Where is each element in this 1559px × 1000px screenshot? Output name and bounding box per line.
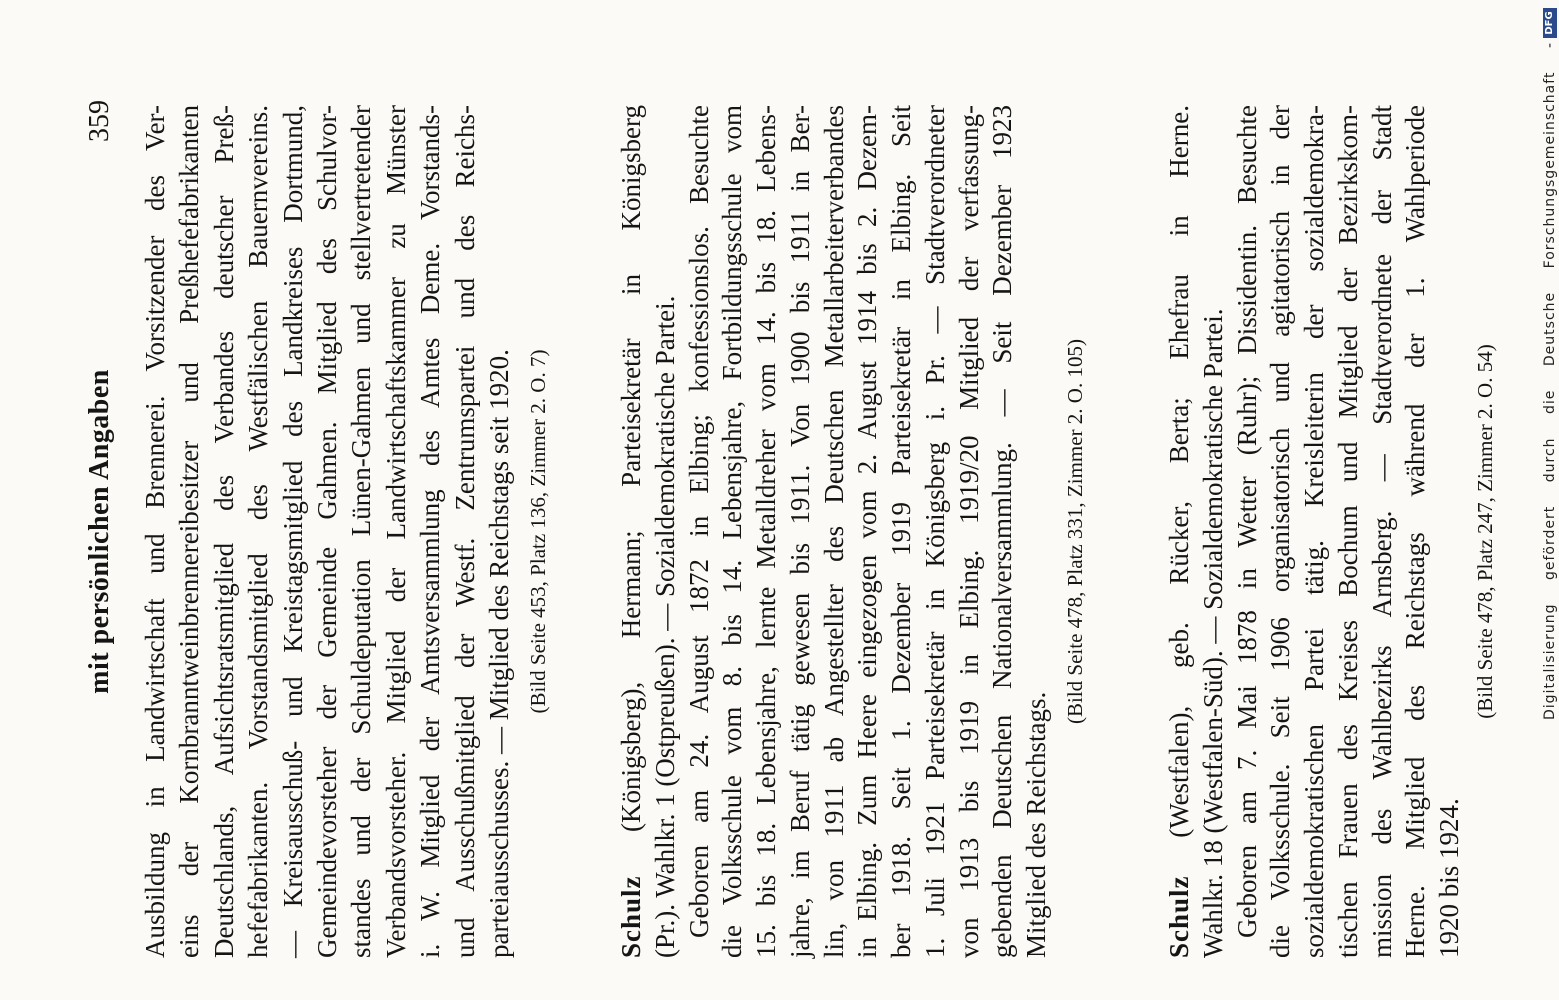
text-line: mission des Wahlbezirks Arnsberg. — Stadtverordnete der Stadt bbox=[1366, 105, 1397, 958]
text-line: Gemeindevorsteher der Gemeinde Gahmen. Mitglied des Schulvor- bbox=[312, 105, 343, 958]
text-line: eins der Kornbranntweinbrennereibesitzer und Preßhefefabrikanten bbox=[174, 105, 205, 958]
text-line: tischen Frauen des Kreises Bochum und Mitglied der Bezirkskom- bbox=[1332, 105, 1363, 958]
page-number: 359 bbox=[84, 100, 115, 142]
biography-entry bbox=[615, 105, 1054, 958]
text-line: Ausbildung in Landwirtschaft und Brennerei. Vorsitzender des Ver- bbox=[140, 105, 170, 958]
text-line: und Ausschußmitglied der Westf. Zentrumspartei und des Reichs- bbox=[449, 105, 480, 958]
text-line: parteiausschusses. — Mitglied des Reichstags seit 1920. bbox=[484, 349, 515, 958]
text-line: sozialdemokratischen Partei tätig. Kreisleiterin der sozialdemokra- bbox=[1299, 105, 1329, 958]
text-line: von 1913 bis 1919 in Elbing. 1919/20 Mitglied der verfassung- bbox=[953, 105, 984, 958]
text-line: die Volksschule. Seit 1906 organisatorisch und agitatorisch in der bbox=[1265, 105, 1296, 958]
text-line: 15. bis 18. Lebensjahre, lernte Metalldreher vom 14. bis 18. Lebens- bbox=[751, 105, 781, 958]
biography-entry bbox=[1163, 105, 1467, 958]
text-line: (Pr.). Wahlkr. 1 (Ostpreußen). — Sozialdemokratische Partei. bbox=[649, 295, 680, 958]
text-line: jahre, im Beruf tätig gewesen bis 1911. Von 1900 bis 1911 in Ber- bbox=[784, 105, 815, 958]
image-reference: (Bild Seite 478, Platz 247, Zimmer 2. O. 54) bbox=[1473, 344, 1497, 719]
text-line: i. W. Mitglied der Amtsversammlung des Amtes Deme. Vorstands- bbox=[415, 105, 446, 958]
text-line: 1920 bis 1924. bbox=[1434, 798, 1464, 958]
person-name: Schulz bbox=[616, 875, 646, 958]
text-line: Mitglied des Reichstags. bbox=[1021, 691, 1051, 958]
text-line: — Kreisausschuß- und Kreistagsmitglied des Landkreises Dortmund, bbox=[277, 105, 308, 958]
biography-entry bbox=[138, 105, 516, 958]
entry-lead-line bbox=[615, 105, 649, 958]
text-line: gebenden Deutschen Nationalversammlung. — Seit Dezember 1923 bbox=[987, 105, 1018, 958]
running-header: mit persönlichen Angaben bbox=[84, 369, 115, 694]
text-line: Geboren am 7. Mai 1878 in Wetter (Ruhr); Dissidentin. Besuchte bbox=[1231, 105, 1262, 938]
text-line: ber 1918. Seit 1. Dezember 1919 Parteisekretär in Elbing. Seit bbox=[886, 105, 916, 958]
image-reference: (Bild Seite 453, Platz 136, Zimmer 2. O. 7) bbox=[526, 349, 550, 714]
dfg-logo: DFG bbox=[1543, 8, 1557, 38]
text-line: (Westfalen), geb. Rücker, Berta; Ehefrau in Herne. bbox=[1164, 105, 1194, 838]
text-line: lin, von 1911 ab Angestellter des Deutschen Metallarbeiterverbandes bbox=[818, 105, 849, 958]
image-reference: (Bild Seite 478, Platz 331, Zimmer 2. O. 105) bbox=[1063, 339, 1087, 724]
entry-lead-line bbox=[1163, 105, 1197, 958]
text-line: Geboren am 24. August 1872 in Elbing; konfessionslos. Besuchte bbox=[683, 105, 714, 938]
text-line: die Volksschule vom 8. bis 14. Lebensjahre, Fortbildungsschule vom bbox=[717, 105, 748, 958]
text-line: Herne. Mitglied des Reichstags während der 1. Wahlperiode bbox=[1400, 105, 1431, 958]
text-line: 1. Juli 1921 Parteisekretär in Königsberg i. Pr. — Stadtverordneter bbox=[919, 105, 950, 958]
digitization-credit: Digitalisierung gefördert durch die Deutsche Forschungsgemeinschaft - bbox=[1542, 42, 1558, 720]
text-line: (Königsberg), Hermann; Parteisekretär in Königsberg bbox=[616, 104, 646, 832]
text-line: Wahlkr. 18 (Westfalen-Süd). — Sozialdemokratische Partei. bbox=[1197, 308, 1228, 958]
person-name: Schulz bbox=[1164, 875, 1194, 958]
text-line: Deutschlands, Aufsichtsratsmitglied des Verbandes deutscher Preß- bbox=[208, 105, 239, 958]
text-line: Verbandsvorsteher. Mitglied der Landwirtschaftskammer zu Münster bbox=[380, 105, 411, 958]
text-line: hefefabrikanten. Vorstandsmitglied des Westfälischen Bauernvereins. bbox=[243, 105, 274, 958]
text-line: in Elbing. Zum Heere eingezogen vom 2. August 1914 bis 2. Dezem- bbox=[852, 105, 883, 958]
text-line: standes und der Schuldeputation Lünen-Gahmen und stellvertretender bbox=[346, 105, 377, 958]
